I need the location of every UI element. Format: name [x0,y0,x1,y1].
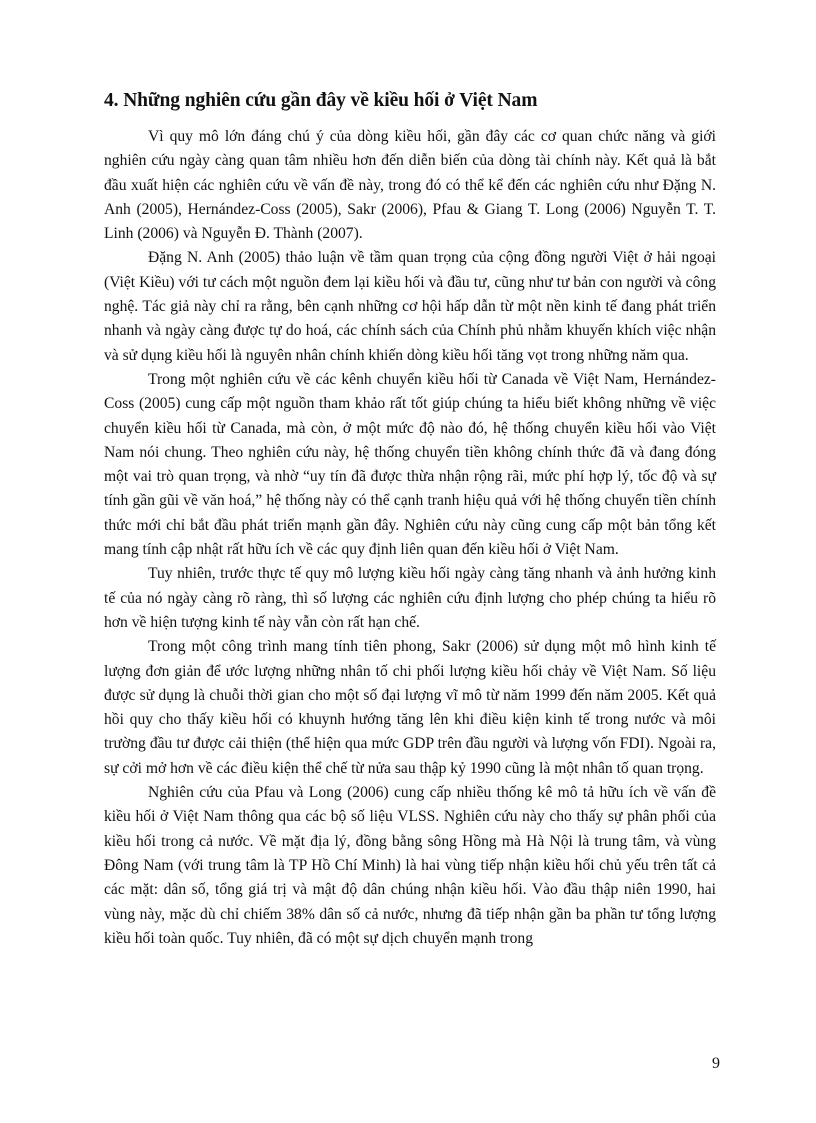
paragraph: Đặng N. Anh (2005) thảo luận về tầm quan trọng của cộng đồng người Việt ở hải ngoại (Việt Kiều) với tư cách một nguồn đem lại kiều hối và đầu tư, cũng như tư bản con người và công nghệ. Tác giả này chỉ ra rằng, bên cạnh những cơ hội hấp dẫn từ một nền kinh tế đang phát triển nhanh và ngày càng được tự do hoá, các chính sách của Chính phủ nhằm khuyến khích việc nhận và sử dụng kiều hối là nguyên nhân chính khiến dòng kiều hối tăng vọt trong những năm qua. [104,249,716,364]
paragraph: Tuy nhiên, trước thực tế quy mô lượng kiều hối ngày càng tăng nhanh và ảnh hưởng kinh tế của nó ngày càng rõ ràng, thì số lượng các nghiên cứu định lượng cho phép chúng ta hiểu rõ hơn về hiện tượng kinh tế này vẫn còn rất hạn chế. [104,565,716,631]
page-number: 9 [712,1055,720,1072]
paragraph: Trong một công trình mang tính tiên phong, Sakr (2006) sử dụng một mô hình kinh tế lượng đơn giản để ước lượng những nhân tố chi phối lượng kiều hối chảy về Việt Nam. Số liệu được sử dụng là chuỗi thời gian cho một số đại lượng vĩ mô từ năm 1999 đến năm 2005. Kết quả hồi quy cho thấy kiều hối có khuynh hướng tăng lên khi điều kiện kinh tế trong nước và môi trường đầu tư được cải thiện (thể hiện qua mức GDP trên đầu người và lượng vốn FDI). Ngoài ra, sự cởi mở hơn về các điều kiện thể chế từ nửa sau thập kỷ 1990 cũng là một nhân tố quan trọng. [104,638,716,777]
paragraph: Nghiên cứu của Pfau và Long (2006) cung cấp nhiều thống kê mô tả hữu ích về vấn đề kiều hối ở Việt Nam thông qua các bộ số liệu VLSS. Nghiên cứu này cho thấy sự phân phối của kiều hối trong cả nước. Về mặt địa lý, đồng bằng sông Hồng mà Hà Nội là trung tâm, và vùng Đông Nam (với trung tâm là TP Hồ Chí Minh) là hai vùng tiếp nhận kiều hối chủ yếu trên tất cả các mặt: dân số, tổng giá trị và mật độ dân chúng nhận kiều hối. Vào đầu thập niên 1990, hai vùng này, mặc dù chỉ chiếm 38% dân số cả nước, nhưng đã tiếp nhận gần ba phần tư tổng lượng kiều hối toàn quốc. Tuy nhiên, đã có một sự dịch chuyển mạnh trong [104,784,716,947]
section-heading: 4. Những nghiên cứu gần đây về kiều hối ở Việt Nam [104,90,538,111]
document-page [104,88,716,951]
paragraph: Trong một nghiên cứu về các kênh chuyển kiều hối từ Canada về Việt Nam, Hernández-Coss (2005) cung cấp một nguồn tham khảo rất tốt giúp chúng ta hiểu biết không những về việc chuyển kiều hối từ Canada, mà còn, ở một mức độ nào đó, hệ thống chuyển kiều hối vào Việt Nam nói chung. Theo nghiên cứu này, hệ thống chuyển tiền không chính thức đã và đang đóng một vai trò quan trọng, và nhờ “uy tín đã được thừa nhận rộng rãi, mức phí hợp lý, tốc độ và sự tính gần gũi về văn hoá,” hệ thống này có thể cạnh tranh hiệu quả với hệ thống chuyển tiền chính thức mới chỉ bắt đầu phát triển mạnh gần đây. Nghiên cứu này cũng cung cấp một bản tổng kết mang tính cập nhật rất hữu ích về các quy định liên quan đến kiều hối ở Việt Nam. [104,370,716,559]
paragraph: Vì quy mô lớn đáng chú ý của dòng kiều hối, gần đây các cơ quan chức năng và giới nghiên cứu ngày càng quan tâm nhiều hơn đến diễn biến của dòng tài chính này. Kết quả là bắt đầu xuất hiện các nghiên cứu về vấn đề này, trong đó có thể kể đến các nghiên cứu như Đặng N. Anh (2005), Hernández-Coss (2005), Sakr (2006), Pfau & Giang T. Long (2006) Nguyễn T. T. Linh (2006) và Nguyễn Đ. Thành (2007). [104,128,716,243]
